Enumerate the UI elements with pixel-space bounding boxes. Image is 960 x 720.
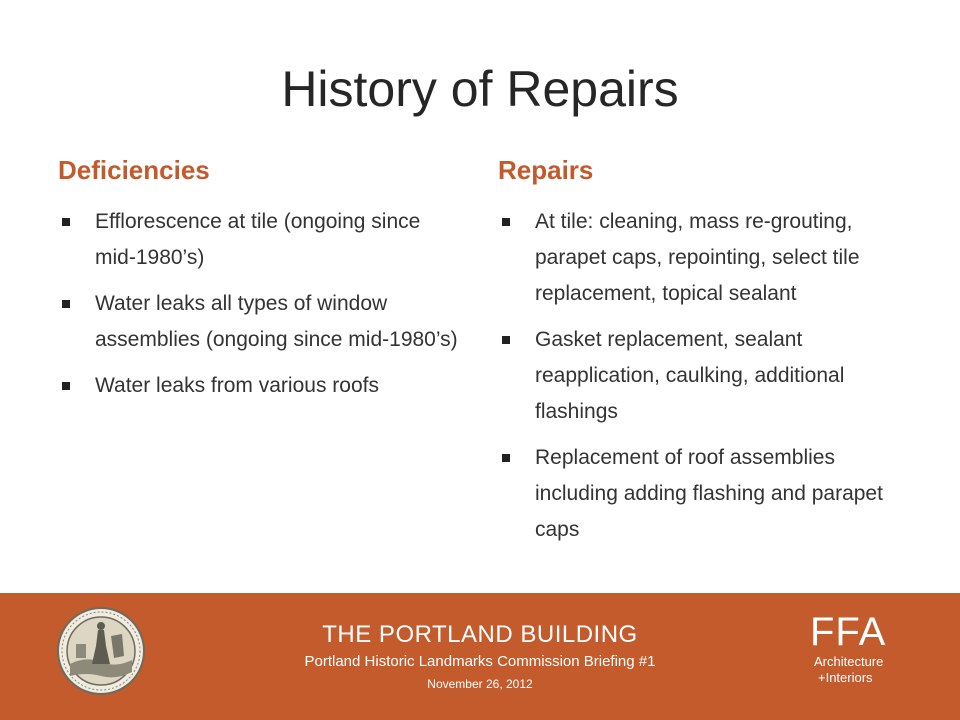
square-bullet-icon xyxy=(502,454,510,462)
list-item-text: Gasket replacement, sealant reapplication, caulking, additional flashings xyxy=(535,328,845,423)
list-item xyxy=(58,286,458,358)
square-bullet-icon xyxy=(62,218,70,226)
logo-line-interiors: +Interiors xyxy=(818,670,873,685)
footer-date: November 26, 2012 xyxy=(427,677,533,691)
list-item xyxy=(58,368,458,404)
list-item xyxy=(498,204,898,312)
logo-line-architecture: Architecture xyxy=(814,654,884,669)
deficiencies-heading: Deficiencies xyxy=(58,155,210,185)
city-of-portland-seal-icon xyxy=(56,606,146,696)
deficiencies-list xyxy=(58,204,458,404)
logo-mark: FFA xyxy=(810,610,887,654)
slide-title: History of Repairs xyxy=(281,61,679,117)
list-item xyxy=(498,322,898,430)
square-bullet-icon xyxy=(62,300,70,308)
repairs-column xyxy=(498,150,898,558)
footer-text xyxy=(230,620,730,694)
list-item xyxy=(58,204,458,276)
list-item-text: At tile: cleaning, mass re-grouting, parapet caps, repointing, select tile replacement, topical sealant xyxy=(535,210,860,305)
footer-subtitle: Portland Historic Landmarks Commission Briefing #1 xyxy=(304,653,656,670)
repairs-list xyxy=(498,204,898,548)
square-bullet-icon xyxy=(502,336,510,344)
ffa-logo xyxy=(792,610,902,700)
footer-title: THE PORTLAND BUILDING xyxy=(322,621,638,648)
list-item-text: Efflorescence at tile (ongoing since mid-1980’s) xyxy=(95,210,421,269)
square-bullet-icon xyxy=(62,382,70,390)
list-item-text: Water leaks from various roofs xyxy=(95,374,379,397)
list-item-text: Replacement of roof assemblies including adding flashing and parapet caps xyxy=(535,446,883,541)
list-item xyxy=(498,440,898,548)
list-item-text: Water leaks all types of window assemblies (ongoing since mid-1980’s) xyxy=(95,292,458,351)
deficiencies-column xyxy=(58,150,458,414)
repairs-heading: Repairs xyxy=(498,155,594,185)
square-bullet-icon xyxy=(502,218,510,226)
